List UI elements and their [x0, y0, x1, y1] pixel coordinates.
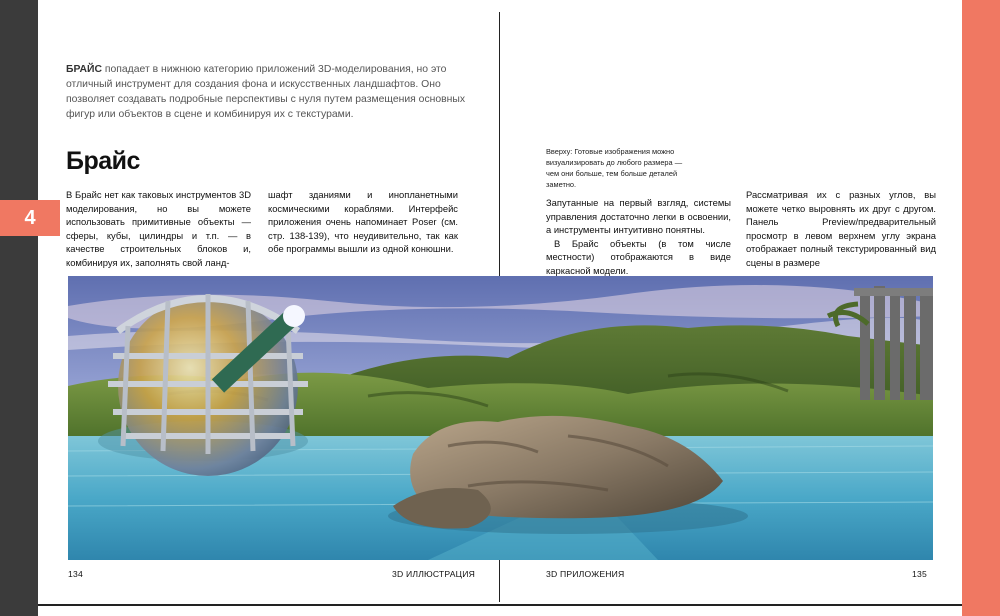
intro-lead: БРАЙС [66, 64, 102, 75]
body-paragraph: В Брайс нет как таковых инструментов 3D моделирования, но вы можете использовать примитивные объекты — сферы, кубы, цилиндры и т.п. — в качестве строительных блоков и, комбинируя их, заполнять свой ланд- [66, 189, 251, 268]
image-caption: Вверху: Готовые изображения можно визуализировать до любого размера — чем они больше, тем больше деталей заметно. [546, 147, 683, 189]
ruins [854, 286, 933, 400]
body-paragraph: шафт зданиями и инопланетными космическими кораблями. Интерфейс приложения очень напоминает Poser (см. стр. 138-139), что неудивительно, так как обе программы вышли из одной конюшни. [268, 189, 458, 255]
body-paragraph: Запутанные на первый взгляд, системы управления достаточно легки в освоении, а инструменты интуитивно понятны. [546, 197, 731, 236]
body-column-4 [746, 188, 936, 270]
page-number-left: 134 [68, 569, 83, 579]
bottom-rule [38, 604, 962, 606]
body-paragraph: Рассматривая их с разных углов, вы можете четко выровнять их друг с другом. Панель Preview/предварительный просмотр в левом верхнем углу экрана отображает полный текстурированный вид сцены в размере [746, 189, 936, 268]
section-heading: Брайс [66, 147, 140, 175]
globe-cage [98, 294, 308, 476]
intro-paragraph [66, 62, 466, 122]
page-edge-left [0, 0, 38, 616]
chapter-tab [0, 200, 60, 236]
body-paragraph: В Брайс объекты (в том числе местности) отображаются в виде каркасной модели. [546, 237, 731, 276]
body-column-1 [66, 188, 251, 270]
landscape-illustration [68, 276, 933, 560]
running-head-right: 3D ПРИЛОЖЕНИЯ [546, 569, 625, 579]
landscape-render [68, 276, 933, 560]
intro-text: попадает в нижнюю категорию приложений 3D-моделирования, но это отличный инструмент для создания фона и искусственных ландшафтов. Оно позволяет создавать подробные перспективы с нуля путем размещения основных фигур или объектов в сцене и комбинируя их с текстурами. [66, 64, 466, 120]
page-edge-right [962, 0, 1000, 616]
chapter-number: 4 [24, 206, 36, 229]
page-number-right: 135 [912, 569, 927, 579]
body-column-3 [546, 196, 731, 278]
running-head-left: 3D ИЛЛЮСТРАЦИЯ [392, 569, 476, 579]
body-column-2 [268, 188, 458, 256]
